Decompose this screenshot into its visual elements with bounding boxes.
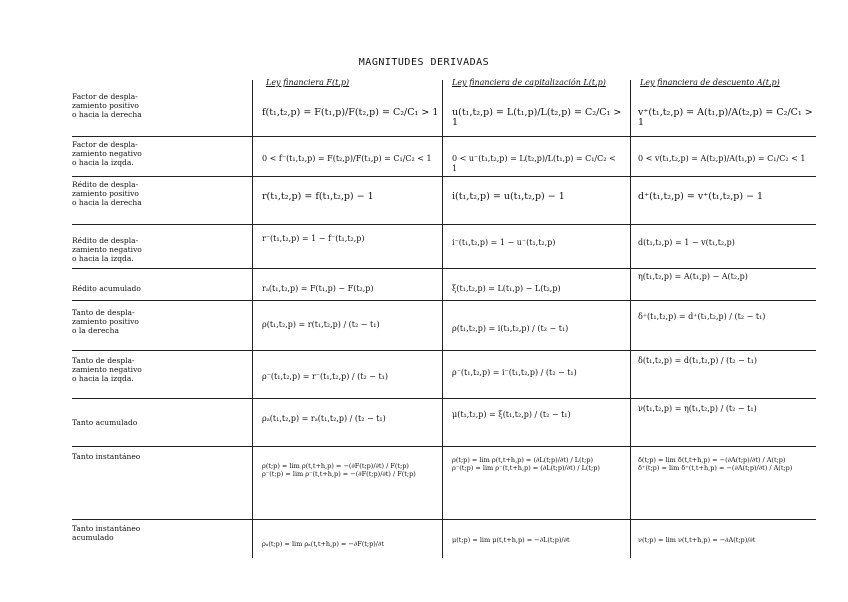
row-label: Tanto de despla- zamiento negativo o hacia la izqda. xyxy=(72,356,142,383)
formula-cell: 0 < u⁻(t₁,t₂,p) = L(t₂,p)/L(t₁,p) = C₁/C₂ < 1 xyxy=(452,154,616,173)
formula-cell: f(t₁,t₂,p) = F(t₁,p)/F(t₂,p) = C₂/C₁ > 1 xyxy=(262,107,439,118)
formula-cell: μ(t;p) = lim μ(t,t+h,p) = −∂L(t;p)/∂t xyxy=(452,536,570,544)
row-divider xyxy=(72,519,816,520)
formula-cell: ν(t;p) = lim ν(t,t+h,p) = −∂A(t;p)/∂t xyxy=(638,536,756,544)
formula-cell: d(t₁,t₂,p) = 1 − v(t₁,t₂,p) xyxy=(638,238,735,247)
column-divider xyxy=(442,80,443,558)
formula-cell: ρ(t₁,t₂,p) = i(t₁,t₂,p) / (t₂ − t₁) xyxy=(452,324,569,333)
header-descuento: Ley financiera de descuento A(t,p) xyxy=(640,78,780,87)
formula-cell: η(t₁,t₂,p) = A(t₁,p) − A(t₂,p) xyxy=(638,272,748,281)
formula-cell: δ(t;p) = lim δ(t,t+h,p) = −(∂A(t;p)/∂t) / A(t;p) δ⁺(t;p) = lim δ⁺(t,t+h,p) = −(∂A(t;p)/∂t) / A(t;p) xyxy=(638,456,793,472)
formula-cell: ν(t₁,t₂,p) = η(t₁,t₂,p) / (t₂ − t₁) xyxy=(638,404,757,413)
formula-cell: 0 < v(t₁,t₂,p) = A(t₂,p)/A(t₁,p) = C₁/C₂ < 1 xyxy=(638,154,806,163)
formula-cell: rₐ(t₁,t₂,p) = F(t₁,p) − F(t₂,p) xyxy=(262,284,374,293)
row-label: Factor de despla- zamiento negativo o hacia la izqda. xyxy=(72,140,142,167)
row-divider xyxy=(72,136,816,137)
formula-cell: δ⁺(t₁,t₂,p) = d⁺(t₁,t₂,p) / (t₂ − t₁) xyxy=(638,312,766,321)
row-label: Rédito de despla- zamiento negativo o hacia la izqda. xyxy=(72,236,142,263)
row-divider xyxy=(72,300,816,301)
formula-cell: δ(t₁,t₂,p) = d(t₁,t₂,p) / (t₂ − t₁) xyxy=(638,356,757,365)
row-label: Tanto instantáneo xyxy=(72,452,141,461)
row-label: Rédito acumulado xyxy=(72,284,141,293)
formula-cell: ρ⁻(t₁,t₂,p) = r⁻(t₁,t₂,p) / (t₂ − t₁) xyxy=(262,372,389,381)
row-divider xyxy=(72,446,816,447)
formula-cell: ρₐ(t;p) = lim ρₐ(t,t+h,p) = −∂F(t;p)/∂t xyxy=(262,540,384,548)
row-divider xyxy=(72,268,816,269)
row-divider xyxy=(72,398,816,399)
formula-cell: 0 < f⁻(t₁,t₂,p) = F(t₂,p)/F(t₁,p) = C₁/C₂ < 1 xyxy=(262,154,432,163)
row-divider xyxy=(72,224,816,225)
row-label: Tanto de despla- zamiento positivo o la derecha xyxy=(72,308,139,335)
formula-cell: i(t₁,t₂,p) = u(t₁,t₂,p) − 1 xyxy=(452,191,565,202)
formula-cell: ρ(t;p) = lim ρ(t,t+h,p) = −(∂F(t;p)/∂t) / F(t;p) ρ⁻(t;p) = lim ρ⁻(t,t+h,p) = −(∂F(t;p)/∂t) / F(t;p) xyxy=(262,462,416,478)
formula-cell: u(t₁,t₂,p) = L(t₁,p)/L(t₂,p) = C₂/C₁ > 1 xyxy=(452,107,622,128)
row-divider xyxy=(72,176,816,177)
row-label: Tanto acumulado xyxy=(72,418,138,427)
row-label: Rédito de despla- zamiento positivo o hacia la derecha xyxy=(72,180,142,207)
formula-cell: ρ(t;p) = lim ρ(t,t+h,p) = (∂L(t;p)/∂t) / L(t;p) ρ⁻(t;p) = lim ρ⁻(t,t+h,p) = (∂L(t;p)/∂t) / L(t;p) xyxy=(452,456,600,472)
formula-cell: ρ⁻(t₁,t₂,p) = i⁻(t₁,t₂,p) / (t₂ − t₁) xyxy=(452,368,577,377)
formula-cell: μ(t₁,t₂,p) = ξ(t₁,t₂,p) / (t₂ − t₁) xyxy=(452,410,571,419)
header-capitalizacion: Ley financiera de capitalización L(t,p) xyxy=(452,78,606,87)
formula-cell: ρₐ(t₁,t₂,p) = rₐ(t₁,t₂,p) / (t₂ − t₁) xyxy=(262,414,386,423)
column-divider xyxy=(630,80,631,558)
formula-cell: ξ(t₁,t₂,p) = L(t₁,p) − L(t₂,p) xyxy=(452,284,561,293)
page-title: MAGNITUDES DERIVADAS xyxy=(358,57,490,68)
row-label: Factor de despla- zamiento positivo o hacia la derecha xyxy=(72,92,142,119)
header-ley-financiera: Ley financiera F(t,p) xyxy=(266,78,350,87)
formula-cell: r(t₁,t₂,p) = f(t₁,t₂,p) − 1 xyxy=(262,191,374,202)
formula-cell: v⁺(t₁,t₂,p) = A(t₁,p)/A(t₂,p) = C₂/C₁ > 1 xyxy=(638,107,813,128)
column-divider xyxy=(252,80,253,558)
formula-cell: d⁺(t₁,t₂,p) = v⁺(t₁,t₂,p) − 1 xyxy=(638,191,764,202)
formula-cell: i⁻(t₁,t₂,p) = 1 − u⁻(t₁,t₂,p) xyxy=(452,238,556,247)
row-label: Tanto instantáneo acumulado xyxy=(72,524,141,542)
row-divider xyxy=(72,350,816,351)
formula-cell: ρ(t₁,t₂,p) = r(t₁,t₂,p) / (t₂ − t₁) xyxy=(262,320,380,329)
formula-cell: r⁻(t₁,t₂,p) = 1 − f⁻(t₁,t₂,p) xyxy=(262,234,365,243)
